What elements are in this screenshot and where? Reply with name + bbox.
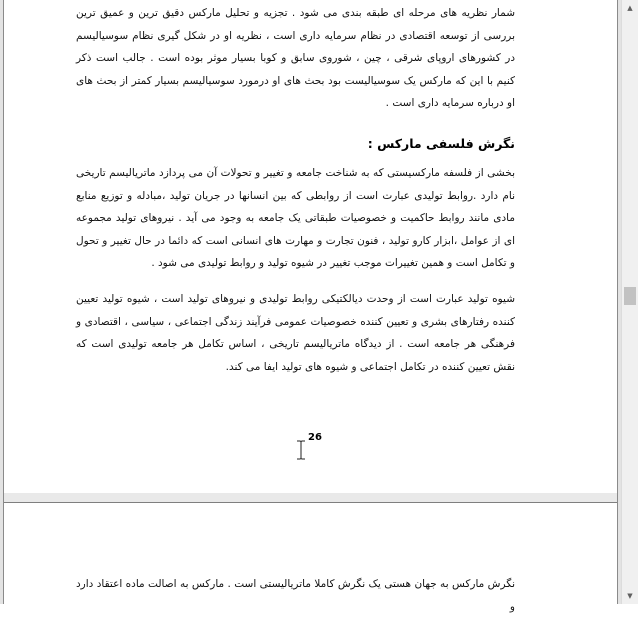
vertical-scrollbar[interactable] [621,0,638,604]
paragraph-intro: شمار نظریه های مرحله ای طبقه بندی می شود . تجزیه و تحلیل مارکس دقیق ترین و عمیق ترین بررسی از توسعه اقتصادی در نظام سرمایه داری است ، نظریه او در شکل گیری نظام سوسیالیسم در کشورهای اروپای شرقی ، چین ، شوروی سابق و کوبا بسیار موثر بوده است . جالب است ذکر کنیم با این که مارکس یک سوسیالیست بود بحث های او درمورد سوسیالیسم بسیار کمتر از بحث های او درباره سرمایه داری است . [76,7,515,109]
page-separator [4,493,617,502]
text-ibeam-cursor-icon [296,440,306,460]
page-number: 26 [308,432,322,443]
paragraph-mode-of-production: شیوه تولید عبارت است از وحدت دیالکتیکی روابط تولیدی و نیروهای تولید است ، شیوه تولید تعیین کننده رفتارهای بشری و تعیین کننده خصوصیات عمومی فرآیند زندگی اجتماعی ، سیاسی ، اقتصادی و فرهنگی هر جامعه است . از دیدگاه ماتریالیسم تاریخی ، اساس تکامل هر جامعه تولیدی است که نقش تعیین کننده در تکامل اجتماعی و شیوه های تولید ایفا می کند. [76,293,515,373]
paragraph-next-page: نگرش مارکس به جهان هستی یک نگرش کاملا ماتریالیستی است . مارکس به اصالت ماده اعتقاد دارد و [76,578,515,613]
scroll-down-arrow-icon[interactable]: ▼ [627,592,633,600]
scroll-up-arrow-icon[interactable]: ▲ [627,4,633,12]
scrollbar-thumb[interactable] [624,287,636,305]
document-page[interactable] [4,0,617,494]
document-page-next[interactable] [4,502,617,633]
paragraph-philosophy: بخشی از فلسفه مارکسیستی که به شناخت جامعه و تغییر و تحولات آن می پردازد ماتریالیسم تاریخی نام دارد .روابط تولیدی عبارت است از روابطی که بین انسانها در جریان تولید ،مبادله و توزیع منابع مادی مانند روابط حاکمیت و خصوصیات طبقاتی یک جامعه به وجود می آید . نیروهای تولید مجموعه ای از عوامل ،ابزار کارو تولید ، فنون تجارت و مهارت های انسانی است که دائما در حال تغییر و تحول و تکامل است و همین تغییرات موجب تغییر در شیوه تولید و روابط تولیدی می شود . [76,167,515,269]
section-heading: نگرش فلسفی مارکس : [367,136,515,151]
